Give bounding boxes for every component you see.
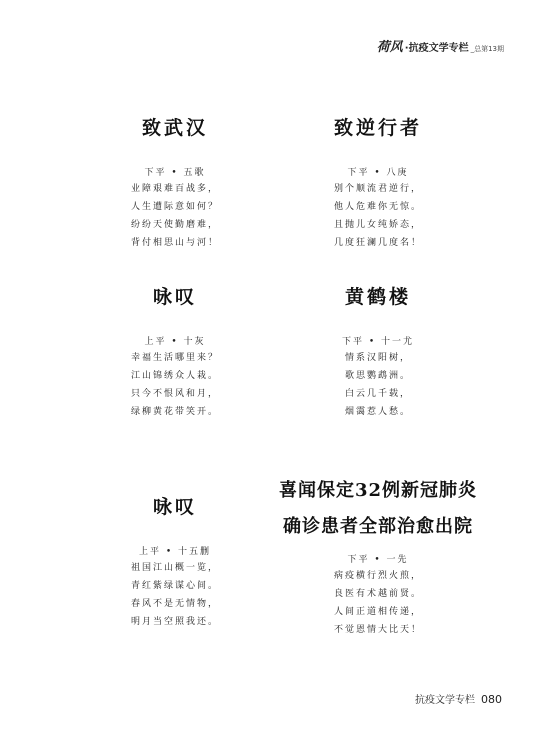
- poem-line: 青红紫绿谋心间。: [130, 581, 219, 591]
- column-name: ·抗疫文学专栏: [404, 43, 469, 54]
- poem-line: 明月当空照我还。: [130, 617, 219, 627]
- poem-line: 绿柳黄花带笑开。: [130, 407, 219, 417]
- poem-line: 情系汉阳树，: [344, 353, 411, 363]
- page-number: 080: [481, 693, 502, 706]
- poem-line: 别个顺流君逆行，: [333, 184, 422, 194]
- magazine-logo: 荷风: [376, 40, 403, 55]
- poem-line: 白云几千载，: [344, 389, 411, 399]
- poem-line: 人生遭际意如何？: [130, 202, 219, 212]
- poem-meter: 下平 • 十一尤: [341, 337, 415, 347]
- poem-meter: 上平 • 十五删: [138, 547, 212, 557]
- poem-line: 病疫横行烈火煎，: [333, 571, 422, 581]
- poem-title: 咏叹: [152, 496, 197, 518]
- poem-title-line-2: 确诊患者全部治愈出院: [283, 516, 473, 537]
- poem-title: 致武汉: [141, 117, 208, 139]
- poem-line: 春风不是无情物，: [130, 599, 219, 609]
- poem-title: 咏叹: [152, 286, 197, 308]
- poem-line: 江山锦绣众人栽。: [130, 371, 219, 381]
- poem-yongtan-1: [95, 282, 255, 421]
- poem-line: 人间正道相传递，: [333, 607, 422, 617]
- poem-line: 且抛儿女纯娇态，: [333, 220, 422, 230]
- poem-line: 他人危难你无惊。: [333, 202, 422, 212]
- poem-meter: 下平 • 一先: [347, 555, 409, 565]
- poem-title: 黄鹤楼: [344, 286, 411, 308]
- poem-line: 不觉恩情大比天！: [333, 625, 422, 635]
- poem-meter: 上平 • 十灰: [144, 337, 206, 347]
- poem-meter: 下平 • 五歌: [144, 168, 206, 178]
- page-header: [377, 36, 504, 55]
- poem-yongtan-2: [95, 492, 255, 631]
- poem-line: 只今不恨风和月，: [130, 389, 219, 399]
- poem-line: 几度狂澜几度名！: [333, 238, 422, 248]
- poem-line: 背付相思山与河！: [130, 238, 219, 248]
- poem-line: 幸福生活哪里来？: [130, 353, 219, 363]
- footer-column-name: 抗疫文学专栏: [415, 695, 475, 706]
- poem-line: 业障艰难百战多，: [130, 184, 219, 194]
- poem-line: 良医有术越前贤。: [333, 589, 422, 599]
- poem-line: 烟霭惹人愁。: [344, 407, 411, 417]
- poem-line: 纷纷天使勤磨难，: [130, 220, 219, 230]
- poem-huanghelou: [298, 282, 458, 421]
- poem-title-line-1: 喜闻保定32例新冠肺炎: [278, 480, 478, 501]
- poem-zhi-nixingzhe: [298, 113, 458, 252]
- page-footer: [415, 691, 502, 706]
- poem-line: 歌思鹦鹉洲。: [344, 371, 411, 381]
- poem-baoding-recovery: [268, 473, 488, 639]
- issue-number: _总第13期: [470, 45, 504, 53]
- poem-title: 致逆行者: [333, 117, 422, 139]
- poem-meter: 下平 • 八庚: [347, 168, 409, 178]
- poem-zhi-wuhan: [95, 113, 255, 252]
- poem-line: 祖国江山概一览，: [130, 563, 219, 573]
